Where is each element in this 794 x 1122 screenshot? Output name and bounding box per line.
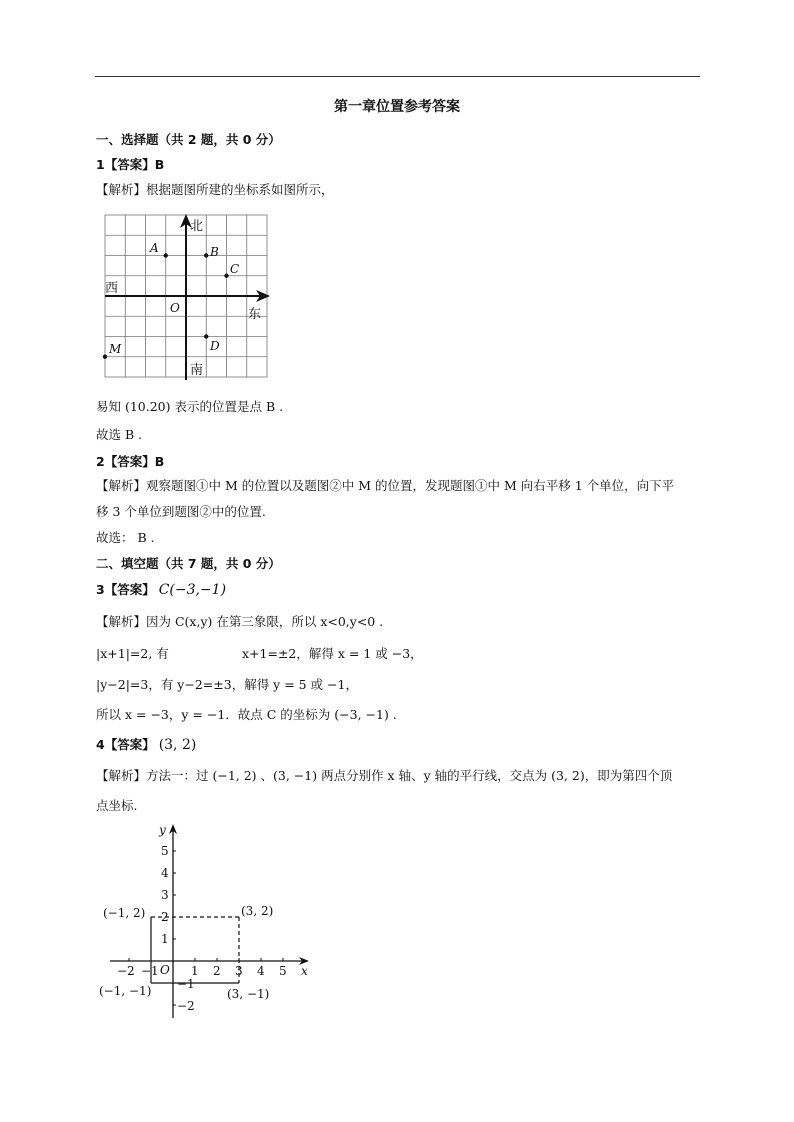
- q1-line2: 易知 (10.20) 表示的位置是点 B .: [96, 399, 284, 414]
- section-heading-fill: 二、填空题（共 7 题，共 0 分）: [96, 556, 281, 571]
- q4-answer-value: (3, 2): [158, 737, 197, 753]
- point-label: (3, 2): [241, 904, 274, 918]
- x-axis-label: x: [301, 964, 308, 978]
- point-m-label: M: [109, 342, 122, 356]
- q3-answer-value: C(−3,−1): [158, 582, 227, 598]
- q4-answer-label: 4【答案】: [96, 737, 155, 752]
- q3-line3: |y−2|=3，有 y−2=±3，解得 y = 5 或 −1，: [96, 677, 358, 692]
- y-tick-label: 1: [161, 932, 169, 946]
- point-label: (3, −1): [227, 987, 270, 1001]
- q4-line1: 【解析】方法一：过 (−1, 2) 、(3, −1) 两点分别作 x 轴、y 轴的平行线，交点为 (3, 2)，即为第四个顶: [96, 768, 673, 783]
- q1-line3: 故选 B .: [96, 427, 143, 442]
- q4-line2: 点坐标.: [96, 798, 138, 813]
- compass-grid-figure: [100, 210, 275, 385]
- x-tick-label: 2: [213, 964, 221, 978]
- point-a-label: A: [150, 241, 159, 255]
- page-title: 第一章位置参考答案: [334, 99, 460, 115]
- y-tick-label: 3: [161, 888, 169, 902]
- q4-answer-row: [96, 735, 196, 753]
- origin-label: O: [160, 963, 170, 977]
- origin-label: O: [170, 301, 180, 315]
- east-label: 东: [248, 307, 262, 322]
- y-tick-label: −1: [177, 977, 195, 991]
- point-d-label: D: [210, 339, 220, 353]
- x-tick-label: −1: [141, 964, 159, 978]
- q3-answer-row: [96, 580, 226, 598]
- q1-analysis: 【解析】根据题图所建的坐标系如图所示，: [96, 182, 334, 197]
- x-tick-label: 1: [191, 964, 199, 978]
- point-label: (−1, 2): [103, 906, 146, 920]
- q3-line2a: |x+1|=2, 有: [96, 646, 169, 661]
- y-tick-label: 2: [161, 910, 169, 924]
- x-tick-label: 3: [235, 964, 243, 978]
- x-tick-label: −2: [117, 964, 135, 978]
- q2-answer: 2【答案】B: [96, 454, 165, 469]
- x-tick-label: 4: [257, 964, 265, 978]
- header-rule: [95, 76, 700, 77]
- q2-conclusion: 故选： B .: [96, 530, 155, 545]
- q3-line1: 【解析】因为 C(x,y) 在第三象限，所以 x<0,y<0 .: [96, 614, 384, 629]
- q1-answer: 1【答案】B: [96, 157, 165, 172]
- q3-line2b: x+1=±2，解得 x = 1 或 −3，: [242, 646, 423, 661]
- y-tick-label: −2: [177, 999, 195, 1013]
- point-c-label: C: [230, 262, 240, 276]
- q3-answer-label: 3【答案】: [96, 582, 155, 597]
- section-heading-choice: 一、选择题（共 2 题，共 0 分）: [96, 132, 281, 147]
- point-label: (−1, −1): [99, 984, 152, 998]
- x-tick-label: 5: [279, 964, 287, 978]
- point-b-label: B: [210, 245, 219, 259]
- y-tick-label: 4: [161, 866, 169, 880]
- south-label: 南: [190, 363, 204, 378]
- q2-analysis: 【解析】观察题图①中 M 的位置以及题图②中 M 的位置，发现题图①中 M 向右平移 1 个单位，向下平: [96, 478, 675, 493]
- y-tick-label: 5: [161, 844, 169, 858]
- y-axis-label: y: [159, 823, 166, 837]
- coordinate-plane-figure: [95, 818, 325, 1028]
- north-label: 北: [190, 219, 204, 234]
- west-label: 西: [105, 281, 119, 296]
- q3-line4: 所以 x = −3，y = −1．故点 C 的坐标为 (−3, −1) .: [96, 707, 397, 722]
- q2-analysis-2: 移 3 个单位到题图②中的位置.: [96, 504, 266, 519]
